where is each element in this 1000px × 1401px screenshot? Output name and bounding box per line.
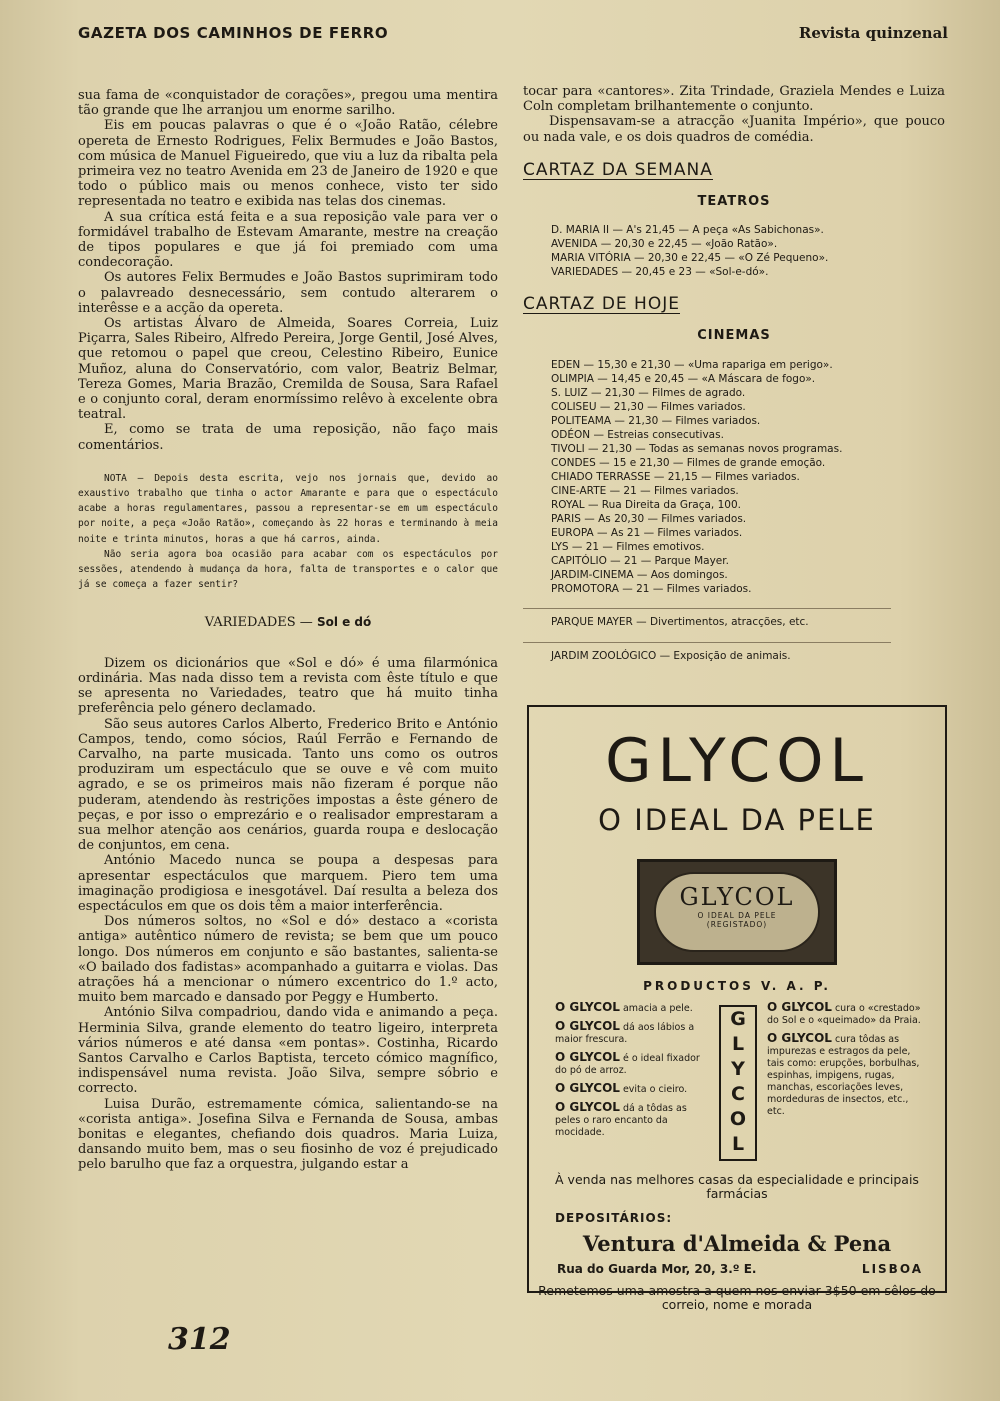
vertical-letter: C bbox=[731, 1083, 745, 1105]
label-subtitle: O IDEAL DA PELE bbox=[697, 911, 777, 920]
paragraph: sua fama de «conquistador de corações», pregou uma mentira tão grande que lhe arranjou um enorme sarilho. bbox=[78, 88, 498, 119]
claim-brand: O GLYCOL bbox=[555, 1019, 620, 1033]
listing-item: CAPITÓLIO — 21 — Parque Mayer. bbox=[551, 554, 729, 567]
claim-item bbox=[555, 1001, 710, 1015]
claim-text: cura tôdas as impurezas e estragos da pele, tais como: erupções, borbulhas, espinhas, impigens, rugas, manchas, escoriações leves, mordeduras de insectos, etc., etc. bbox=[767, 1034, 920, 1117]
claim-brand: O GLYCOL bbox=[555, 1050, 620, 1064]
section-title-theatre: VARIEDADES — bbox=[204, 614, 313, 630]
paragraph: Luisa Durão, estremamente cómica, salientando-se na «corista antiga». Josefina Silva e Fernanda de Sousa, ambas bonitas e elegantes, chefiando dois quadros. Maria Luiza, dansando muito bem, mas o seu fiosinho de voz é prejudicado pelo barulho que faz a orquestra, julgando estar a bbox=[78, 1096, 498, 1173]
label-oval bbox=[654, 872, 820, 952]
listing-item: EUROPA — As 21 — Filmes variados. bbox=[551, 526, 743, 539]
claim-item bbox=[767, 1001, 927, 1027]
listing-item: COLISEU — 21,30 — Filmes variados. bbox=[551, 400, 746, 413]
listing-item: POLITEAMA — 21,30 — Filmes variados. bbox=[551, 414, 761, 427]
paragraph: Dizem os dicionários que «Sol e dó» é uma filarmónica ordinária. Mas nada disso tem a revista com êste título e que se apresenta no Variedades, teatro que há muito tinha preferência pelo género declamado. bbox=[78, 655, 498, 717]
listing-item: CINE-ARTE — 21 — Filmes variados. bbox=[551, 484, 739, 497]
paragraph: A sua crítica está feita e a sua reposição vale para ver o formidável trabalho de Estevam Amarante, mestre na creação de tipos populares e que já foi premiado com uma condecoração. bbox=[78, 209, 498, 271]
listing-item: LYS — 21 — Filmes emotivos. bbox=[551, 540, 705, 553]
page-number: 312 bbox=[168, 1322, 231, 1357]
listing-item: MARIA VITÓRIA — 20,30 e 22,45 — «O Zé Pequeno». bbox=[551, 252, 829, 265]
journal-title: GAZETA DOS CAMINHOS DE FERRO bbox=[78, 24, 389, 42]
section-title bbox=[78, 615, 498, 630]
vertical-letter: L bbox=[731, 1133, 745, 1155]
vertical-brand-box bbox=[719, 1005, 757, 1161]
depositarios-label: DEPOSITÁRIOS: bbox=[555, 1211, 673, 1225]
right-column bbox=[523, 84, 945, 664]
label-registered: (REGISTADO) bbox=[706, 920, 768, 929]
claims-block bbox=[529, 1001, 945, 1171]
cartaz-semana-heading: CARTAZ DA SEMANA bbox=[523, 159, 713, 180]
claim-item bbox=[767, 1032, 927, 1118]
jardim-zoologico-item: JARDIM ZOOLÓGICO — Exposição de animais. bbox=[523, 642, 891, 664]
claim-brand: O GLYCOL bbox=[767, 1000, 832, 1014]
paragraph: Os autores Felix Bermudes e João Bastos suprimiram todo o palavreado desnecessário, sem contudo alterarem o interêsse e a acção da opereta. bbox=[78, 270, 498, 316]
claim-text: amacia a pele. bbox=[622, 1003, 693, 1014]
listing-item: OLIMPIA — 14,45 e 20,45 — «A Máscara de fogo». bbox=[551, 372, 816, 385]
sample-offer: Remetemos uma amostra a quem nos enviar 3$50 em sêlos do correio, nome e morada bbox=[538, 1283, 936, 1312]
product-label-image bbox=[637, 859, 837, 965]
firm-name: Ventura d'Almeida & Pena bbox=[582, 1231, 892, 1256]
claim-text: dá aos lábios a maior frescura. bbox=[555, 1022, 695, 1045]
claims-right bbox=[767, 1001, 927, 1123]
address-line bbox=[529, 1262, 945, 1280]
listing-item: CHIADO TERRASSE — 21,15 — Filmes variados. bbox=[551, 470, 800, 483]
paragraph: Dispensavam-se a atracção «Juanita Império», que pouco ou nada vale, e os dois quadros de comédia. bbox=[523, 114, 945, 145]
cinemas-list bbox=[523, 358, 945, 596]
city: LISBOA bbox=[861, 1262, 923, 1276]
label-brand: GLYCOL bbox=[679, 883, 795, 911]
vertical-letter: G bbox=[730, 1008, 746, 1030]
listing-item: PARIS — As 20,30 — Filmes variados. bbox=[551, 512, 747, 525]
paragraph: António Macedo nunca se poupa a despesas para apresentar espectáculos que marquem. Piero tem uma imaginação prodigiosa e inesgotável. Daí resulta a beleza dos espectáculos em que os dois têm a maior interferência. bbox=[78, 853, 498, 914]
parque-mayer-item: PARQUE MAYER — Divertimentos, atracções, etc. bbox=[523, 608, 891, 630]
teatros-heading: TEATROS bbox=[697, 194, 771, 210]
claim-brand: O GLYCOL bbox=[555, 1081, 620, 1095]
paragraph: Os artistas Álvaro de Almeida, Soares Correia, Luiz Piçarra, Sales Ribeiro, Alfredo Pereira, Jorge Gentil, José Alves, que retomou o papel que creou, Celestino Ribeiro, Eunice Muñoz, aluna do Conservatório, com valor, Beatriz Belmar, Tereza Gomes, Maria Brazão, Cremilda de Sousa, Sara Rafael e o conjunto coral, deram enormíssimo relêvo à excelente obra teatral. bbox=[78, 316, 498, 423]
listing-item: PROMOTORA — 21 — Filmes variados. bbox=[551, 582, 752, 595]
claim-brand: O GLYCOL bbox=[555, 1100, 620, 1114]
claim-item bbox=[555, 1051, 710, 1077]
listing-item: CONDES — 15 e 21,30 — Filmes de grande emoção. bbox=[551, 456, 826, 469]
claim-text: evita o cieiro. bbox=[622, 1084, 688, 1095]
claim-text: dá a tôdas as peles o raro encanto da mocidade. bbox=[555, 1103, 687, 1138]
ad-title: GLYCOL bbox=[605, 726, 869, 796]
sale-info: À venda nas melhores casas da especialidade e principais farmácias bbox=[555, 1172, 919, 1201]
glycol-advertisement bbox=[527, 705, 947, 1312]
listing-item: ROYAL — Rua Direita da Graça, 100. bbox=[551, 498, 741, 511]
claim-text: é o ideal fixador do pó de arroz. bbox=[555, 1053, 700, 1076]
products-line: PRODUCTOS V. A. P. bbox=[643, 979, 831, 993]
vertical-letter: L bbox=[731, 1033, 745, 1055]
claim-text: cura o «crestado» do Sol e o «queimado» da Praia. bbox=[767, 1003, 921, 1026]
ad-subtitle: O IDEAL DA PELE bbox=[598, 803, 876, 837]
claim-brand: O GLYCOL bbox=[555, 1000, 620, 1014]
claim-brand: O GLYCOL bbox=[767, 1031, 832, 1045]
cartaz-hoje-heading: CARTAZ DE HOJE bbox=[523, 294, 680, 315]
listing-item: JARDIM-CINEMA — Aos domingos. bbox=[551, 568, 728, 581]
paragraph: Eis em poucas palavras o que é o «João Ratão, célebre opereta de Ernesto Rodrigues, Felix Bermudes e João Bastos, com música de Manuel Figueiredo, que viu a luz da ribalta pela primeira vez no teatro Avenida em 23 de Janeiro de 1920 e que todo o público mais ou menos conhece, visto ter sido representada no teatro e exibida nas telas dos cinemas. bbox=[78, 118, 498, 210]
vertical-letter: O bbox=[729, 1108, 747, 1130]
claim-item bbox=[555, 1101, 710, 1139]
cinemas-heading: CINEMAS bbox=[697, 328, 771, 344]
listing-item: VARIEDADES — 20,45 e 23 — «Sol-e-dó». bbox=[551, 266, 769, 279]
listing-item: ODÉON — Estreias consecutivas. bbox=[551, 428, 724, 441]
listing-item: S. LUIZ — 21,30 — Filmes de agrado. bbox=[551, 386, 746, 399]
listing-item: AVENIDA — 20,30 e 22,45 — «João Ratão». bbox=[551, 238, 778, 251]
note-paragraph: NOTA — Depois desta escrita, vejo nos jornais que, devido ao exaustivo trabalho que tinha o actor Amarante e para que o espectáculo acabe a horas regulamentares, passou a representar-se em um espectáculo por noite, a peça «João Ratão», começando às 22 horas e terminando à meia noite e trinta minutos, horas a que há carros, ainda. bbox=[78, 472, 498, 545]
street-address: Rua do Guarda Mor, 20, 3.º E. bbox=[557, 1262, 757, 1276]
issue-label: Revista quinzenal bbox=[798, 24, 948, 42]
paragraph: E, como se trata de uma reposição, não faço mais comentários. bbox=[78, 422, 498, 453]
paragraph: tocar para «cantores». Zita Trindade, Graziela Mendes e Luiza Coln completam brilhantemente o conjunto. bbox=[523, 84, 945, 115]
claim-item bbox=[555, 1020, 710, 1046]
teatros-list bbox=[523, 223, 945, 279]
claim-item bbox=[555, 1082, 710, 1096]
left-column bbox=[78, 88, 498, 1173]
section-title-show: Sol e dó bbox=[316, 614, 372, 629]
paragraph: António Silva compadriou, dando vida e animando a peça. Herminia Silva, grande elemento do teatro ligeiro, interpreta vários números e até dansa «em pontas». Costinha, Ricardo Santos Carvalho e Carlos Baptista, terceto cómico magnífico, indispensável numa revista. João Silva, sempre sóbrio e correcto. bbox=[78, 1005, 498, 1097]
listing-item: TIVOLI — 21,30 — Todas as semanas novos programas. bbox=[551, 442, 843, 455]
page-header bbox=[78, 24, 948, 46]
note-paragraph: Não seria agora boa ocasião para acabar com os espectáculos por sessões, atendendo à mudança da hora, falta de transportes e o calor que já se começa a fazer sentir? bbox=[78, 548, 498, 591]
paragraph: São seus autores Carlos Alberto, Frederico Brito e António Campos, tendo, como sócios, Raúl Ferrão e Fernando de Carvalho, na parte musicada. Tanto uns como os outros produziram um espectáculo que se ouve e vê com muito agrado, e se os primeiros mais não fizeram é porque não puderam, atendendo às restrições impostas a êste género de peças, e por isso o emprezário e o realisador emprestaram a sua melhor atenção aos cenários, guarda roupa e deslocação de conjuntos, em cena. bbox=[78, 716, 498, 854]
listing-item: D. MARIA II — A's 21,45 — A peça «As Sabichonas». bbox=[551, 224, 824, 237]
listing-item: EDEN — 15,30 e 21,30 — «Uma rapariga em perigo». bbox=[551, 358, 833, 371]
paragraph: Dos números soltos, no «Sol e dó» destaco a «corista antiga» autêntico número de revista; se bem que um pouco longo. Dos números em conjunto e são bastantes, salienta-se «O bailado dos fadistas» acompanhado a guitarra e violas. Das atrações há a mencionar o número excentrico do 1.º acto, muito bem marcado e dansado por Peggy e Humberto. bbox=[78, 914, 498, 1006]
claims-left bbox=[555, 1001, 710, 1144]
vertical-letter: Y bbox=[731, 1058, 745, 1080]
